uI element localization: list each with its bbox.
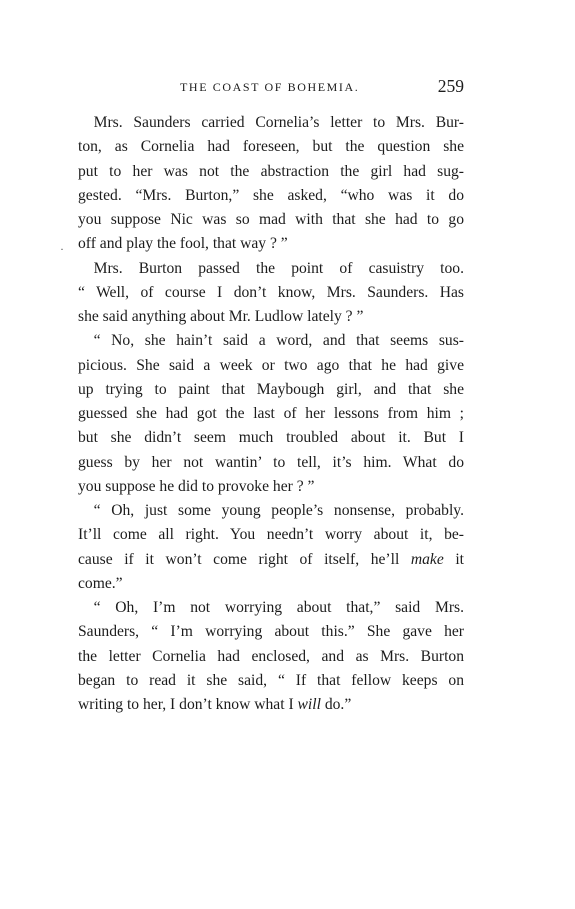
text-line: up trying to paint that Maybough girl, and that she xyxy=(78,380,464,398)
text-line: “ Oh, just some young people’s nonsense, probably. xyxy=(78,502,464,519)
text-line: gested. “Mrs. Burton,” she asked, “who was it do xyxy=(78,186,464,204)
running-head xyxy=(78,76,464,98)
text-line: Mrs. Saunders carried Cornelia’s letter to Mrs. Bur- xyxy=(78,114,464,131)
text-line: ton, as Cornelia had foreseen, but the question she xyxy=(78,138,464,156)
text-line: picious. She said a week or two ago that he had give xyxy=(78,356,464,374)
text-line: cause if it won’t come right of itself, he’ll make it xyxy=(78,550,464,568)
page-number: 259 xyxy=(437,76,464,96)
text-line: writing to her, I don’t know what I will do.” xyxy=(78,696,352,713)
text-line: Mrs. Burton passed the point of casuistry too. xyxy=(78,259,464,277)
text-line: Saunders, “ I’m worrying about this.” She gave her xyxy=(78,623,464,641)
text-line: you suppose Nic was so mad with that she had to go xyxy=(78,211,464,228)
running-title: THE COAST OF BOHEMIA. xyxy=(180,80,360,94)
text-line: “ Well, of course I don’t know, Mrs. Saunders. Has xyxy=(78,283,464,301)
text-line: It’ll come all right. You needn’t worry about it, be- xyxy=(78,526,464,544)
margin-mark: · xyxy=(60,242,64,256)
text-line: “ No, she hain’t said a word, and that seems sus- xyxy=(78,332,464,350)
text-line: put to her was not the abstraction the girl had sug- xyxy=(78,162,464,180)
text-line: off and play the fool, that way ? ” xyxy=(78,235,288,253)
text-line: but she didn’t seem much troubled about it. But I xyxy=(78,429,464,447)
text-line: you suppose he did to provoke her ? ” xyxy=(78,477,315,495)
text-line: come.” xyxy=(78,574,123,592)
text-line: began to read it she said, “ If that fellow keeps on xyxy=(78,671,464,689)
text-line: guessed she had got the last of her lessons from him ; xyxy=(78,405,464,422)
text-line: the letter Cornelia had enclosed, and as Mrs. Burton xyxy=(78,647,464,665)
text-line: “ Oh, I’m not worrying about that,” said Mrs. xyxy=(78,599,464,616)
text-line: guess by her not wantin’ to tell, it’s him. What do xyxy=(78,453,464,471)
body-text xyxy=(78,111,464,717)
text-line: she said anything about Mr. Ludlow lately ? ” xyxy=(78,308,364,325)
